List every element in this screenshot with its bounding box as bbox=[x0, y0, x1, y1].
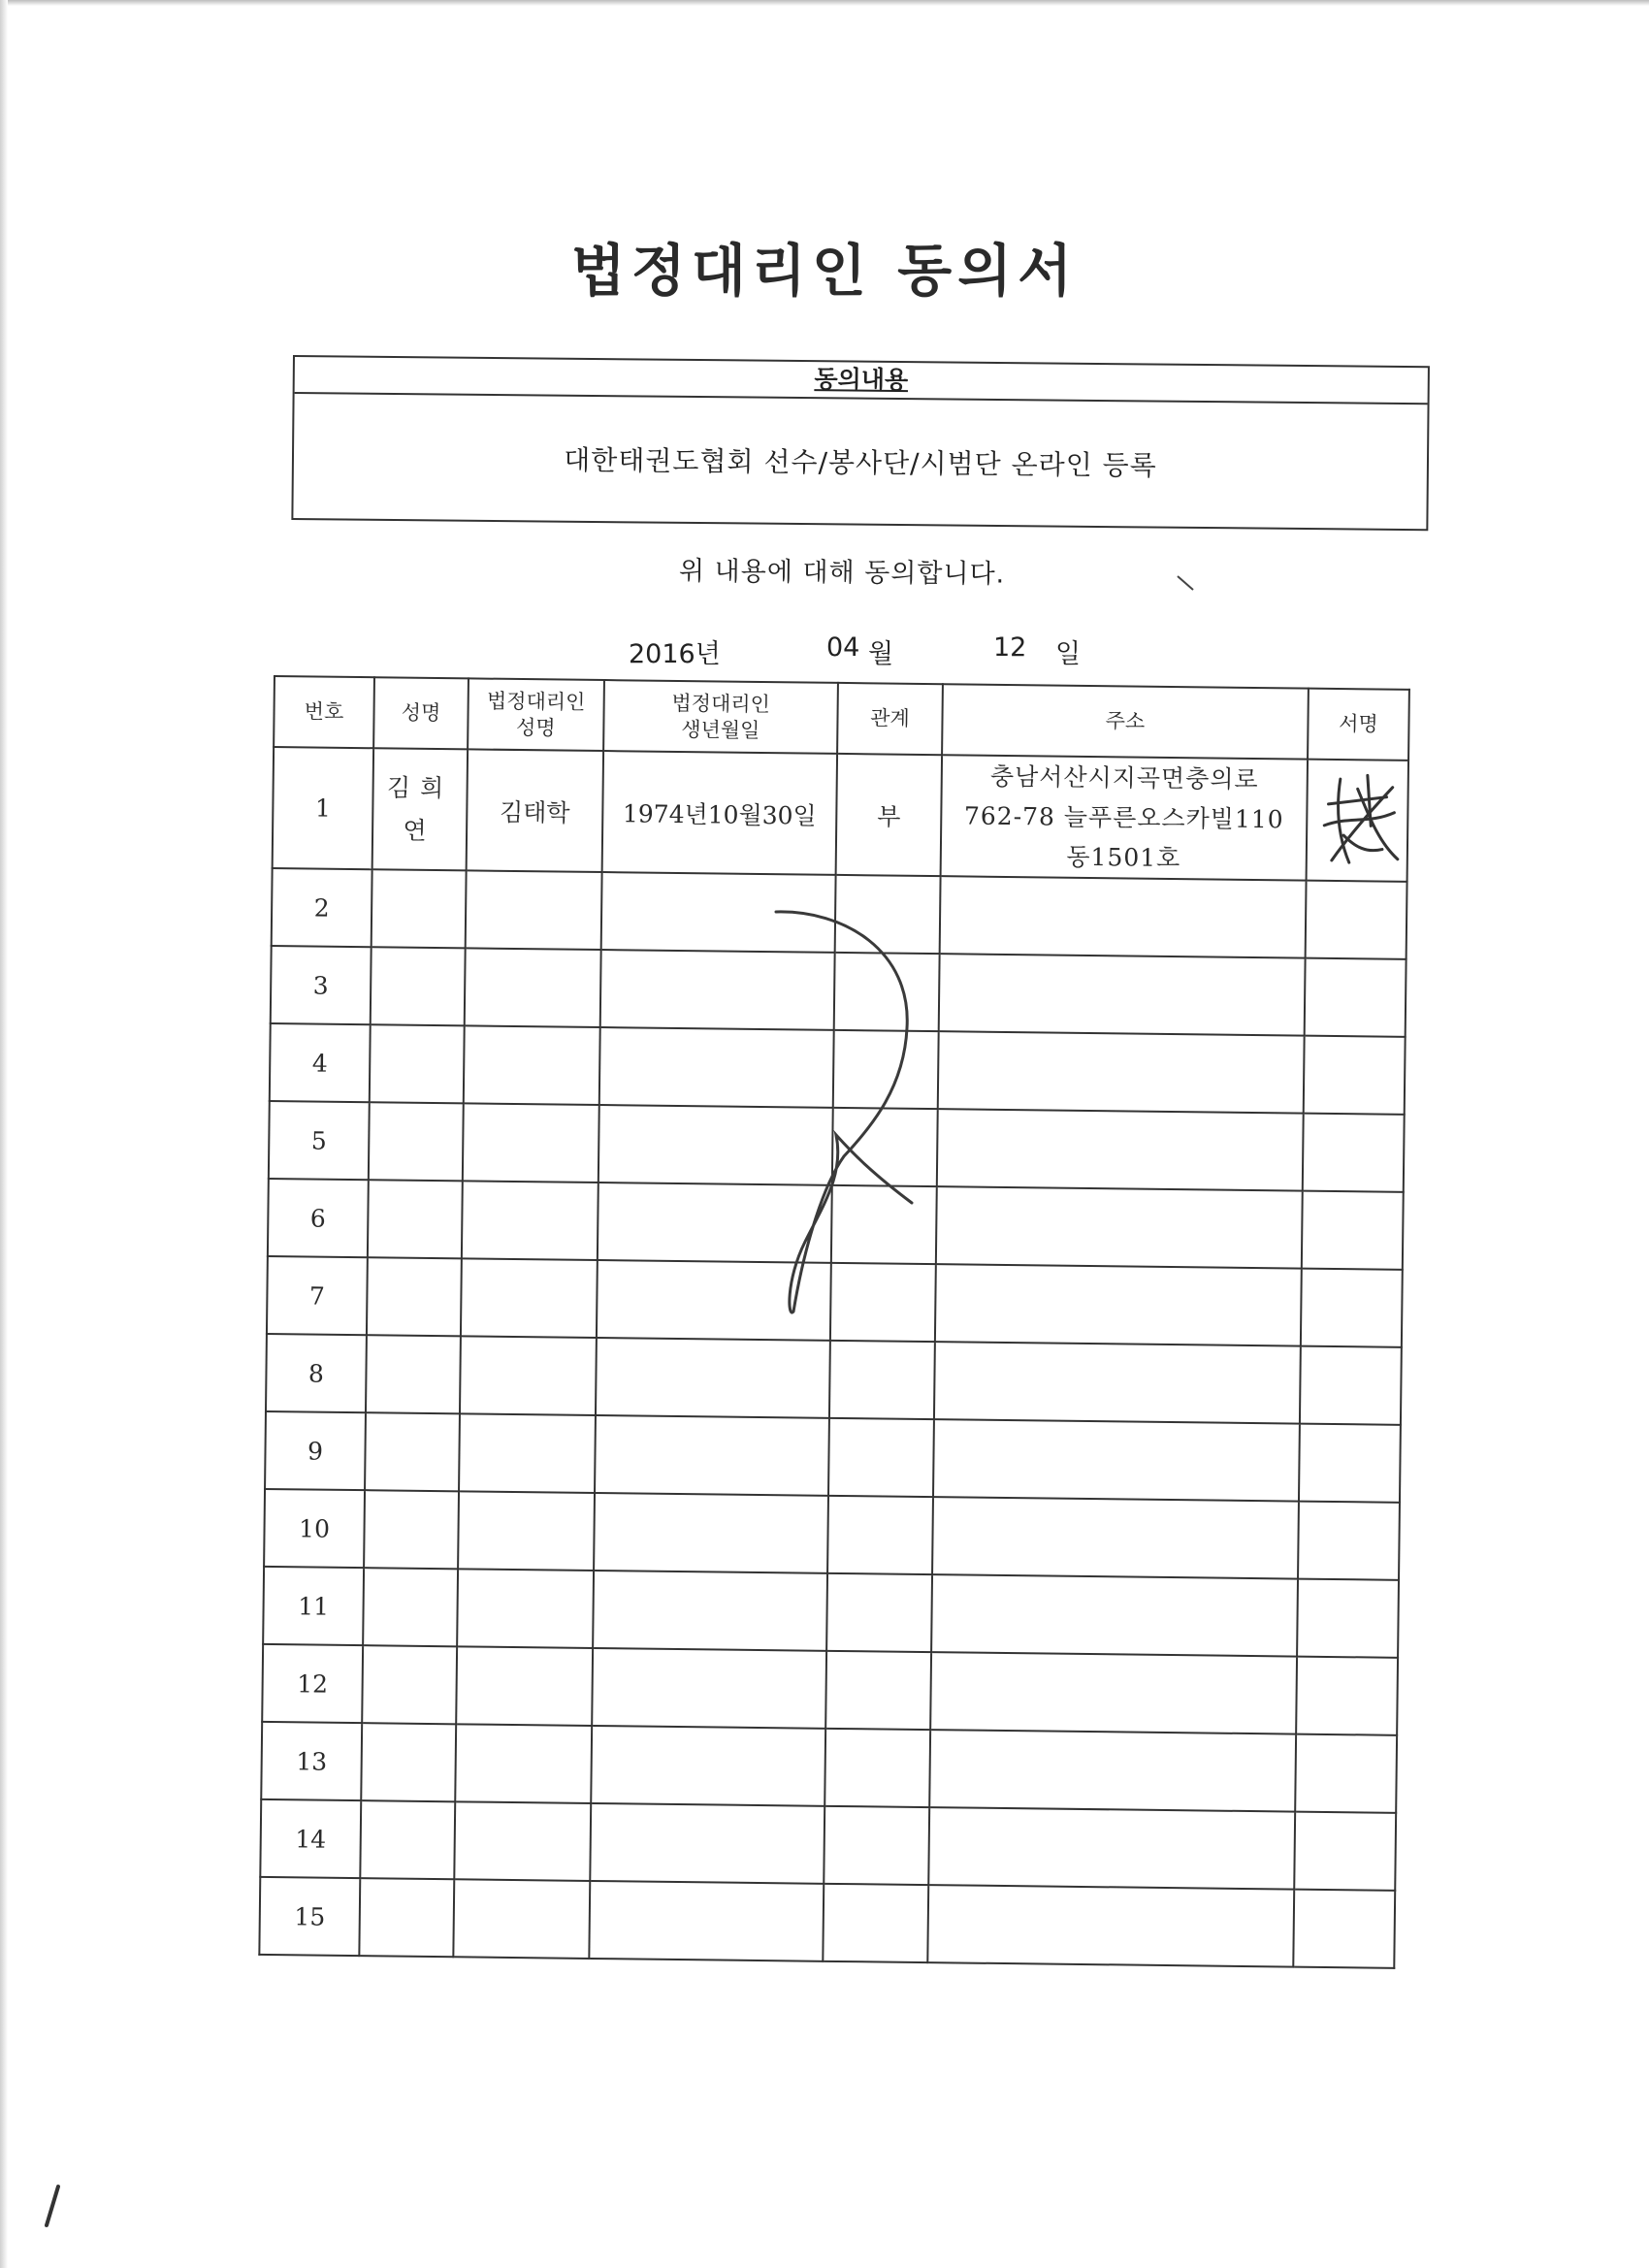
consent-header-label: 동의내용 bbox=[814, 365, 909, 395]
guardian-name-cell bbox=[458, 1491, 595, 1571]
handwritten-signature bbox=[1310, 766, 1405, 874]
guardian-name-cell bbox=[459, 1413, 596, 1493]
address-cell bbox=[941, 755, 1308, 880]
guardian-name-cell bbox=[464, 1025, 600, 1105]
address-cell bbox=[936, 1186, 1303, 1268]
table-row bbox=[273, 747, 1408, 882]
student-name-cell bbox=[360, 1800, 455, 1879]
row-number: 7 bbox=[267, 1256, 368, 1335]
relation-cell bbox=[824, 1729, 930, 1807]
table-row bbox=[266, 1334, 1402, 1425]
relation-cell bbox=[824, 1806, 929, 1885]
student-name-cell bbox=[366, 1335, 461, 1413]
header-name: 성명 bbox=[373, 677, 469, 749]
signature-cell bbox=[1297, 1579, 1399, 1658]
date-month-unit: 월 bbox=[868, 639, 894, 669]
header-number: 번호 bbox=[274, 676, 374, 748]
date-day-unit: 일 bbox=[1055, 639, 1082, 669]
student-name-cell bbox=[371, 947, 466, 1025]
signature-cell bbox=[1305, 958, 1406, 1037]
guardian-dob-cell bbox=[595, 1415, 829, 1496]
row-number: 8 bbox=[266, 1334, 367, 1412]
guardian-name-cell bbox=[463, 1103, 599, 1183]
student-name-cell bbox=[361, 1723, 456, 1801]
row-number: 9 bbox=[265, 1411, 366, 1490]
signature-cell bbox=[1299, 1424, 1401, 1503]
guardian-name-cell bbox=[454, 1801, 591, 1881]
header-guardian-dob bbox=[603, 680, 838, 754]
relation-cell bbox=[829, 1341, 935, 1419]
signature-cell bbox=[1302, 1191, 1404, 1270]
header-address: 주소 bbox=[942, 684, 1309, 759]
table-row bbox=[261, 1722, 1397, 1813]
signature-cell bbox=[1306, 881, 1407, 959]
guardian-dob-cell bbox=[592, 1648, 826, 1729]
student-name-line1: 김희 bbox=[386, 772, 454, 802]
guardian-name-cell bbox=[466, 870, 602, 950]
date-day-value: 12 bbox=[993, 632, 1027, 663]
relation-cell bbox=[823, 1884, 928, 1962]
row-number: 2 bbox=[272, 868, 372, 947]
address-cell bbox=[930, 1652, 1297, 1733]
pen-stroke-mark bbox=[766, 892, 941, 1329]
relation-cell bbox=[826, 1573, 932, 1652]
row-number: 4 bbox=[270, 1023, 371, 1102]
signature-cell bbox=[1300, 1346, 1402, 1425]
address-line1: 충남서산시지곡면충의로 bbox=[989, 761, 1259, 794]
relation-cell: 부 bbox=[836, 754, 942, 876]
address-cell bbox=[929, 1730, 1296, 1811]
guardian-dob-cell bbox=[596, 1338, 830, 1418]
address-cell bbox=[939, 954, 1306, 1035]
relation-cell bbox=[825, 1651, 931, 1730]
guardian-name-cell bbox=[456, 1646, 593, 1726]
signature-cell bbox=[1304, 1036, 1406, 1115]
header-guardian-name-line1: 법정대리인 bbox=[486, 689, 586, 714]
guardian-dob-cell bbox=[591, 1726, 825, 1806]
header-guardian-dob-line2: 생년월일 bbox=[681, 717, 760, 742]
guardian-dob-cell bbox=[589, 1881, 824, 1961]
guardian-name-cell: 김태학 bbox=[467, 749, 603, 872]
signature-cell bbox=[1295, 1734, 1397, 1813]
row-number: 3 bbox=[271, 946, 372, 1024]
guardian-dob-cell bbox=[593, 1571, 827, 1651]
student-name-cell bbox=[372, 869, 467, 948]
guardian-name-cell bbox=[461, 1258, 598, 1338]
signature-cell bbox=[1296, 1657, 1398, 1735]
row-number: 13 bbox=[261, 1722, 362, 1800]
agreement-statement: 위 내용에 대해 동의합니다. bbox=[678, 556, 1006, 590]
signature-cell bbox=[1298, 1502, 1400, 1580]
guardian-name-cell bbox=[455, 1724, 592, 1803]
scan-left-edge bbox=[0, 0, 8, 2268]
student-name-cell bbox=[368, 1180, 463, 1258]
corner-pen-mark bbox=[39, 2183, 68, 2231]
address-cell bbox=[927, 1885, 1294, 1966]
student-name-line2: 연 bbox=[403, 816, 436, 845]
student-name-cell bbox=[367, 1257, 462, 1336]
row-number: 12 bbox=[262, 1644, 363, 1723]
row-number: 1 bbox=[273, 747, 373, 869]
address-cell bbox=[937, 1109, 1304, 1190]
address-cell bbox=[931, 1574, 1298, 1656]
address-cell bbox=[928, 1807, 1295, 1889]
guardian-dob-cell: 1974년10월30일 bbox=[602, 751, 837, 875]
table-row bbox=[265, 1411, 1401, 1503]
student-name-cell bbox=[364, 1490, 459, 1569]
row-number: 14 bbox=[260, 1799, 361, 1878]
guardian-name-cell bbox=[460, 1336, 597, 1415]
guardian-dob-cell bbox=[590, 1803, 824, 1884]
row-number: 15 bbox=[259, 1877, 360, 1956]
relation-cell bbox=[828, 1418, 934, 1497]
table-row bbox=[259, 1877, 1395, 1968]
address-line3: 동1501호 bbox=[1066, 842, 1181, 873]
address-line2: 762-78 늘푸른오스카빌110 bbox=[963, 801, 1284, 834]
student-name-cell bbox=[362, 1645, 457, 1724]
student-name-cell bbox=[359, 1878, 454, 1957]
header-guardian-dob-line1: 법정대리인 bbox=[671, 691, 771, 716]
address-cell bbox=[933, 1419, 1300, 1501]
row-number: 11 bbox=[263, 1567, 364, 1645]
document-title: 법정대리인 동의서 bbox=[570, 238, 1079, 304]
guardian-name-cell bbox=[465, 948, 601, 1027]
header-guardian-name bbox=[468, 678, 604, 751]
consent-content-box bbox=[291, 355, 1430, 531]
date-year: 2016년 bbox=[629, 639, 721, 669]
address-cell bbox=[932, 1497, 1299, 1578]
row-number: 5 bbox=[269, 1101, 370, 1180]
table-row bbox=[263, 1567, 1399, 1658]
guardian-name-cell bbox=[462, 1181, 598, 1260]
signature-cell bbox=[1294, 1812, 1396, 1891]
guardian-name-cell bbox=[453, 1879, 590, 1959]
row-number: 10 bbox=[264, 1489, 365, 1568]
student-name-cell bbox=[365, 1412, 460, 1491]
table-row bbox=[262, 1644, 1398, 1735]
address-cell bbox=[940, 876, 1307, 957]
address-cell bbox=[934, 1342, 1301, 1423]
table-row bbox=[260, 1799, 1396, 1891]
guardian-name-cell bbox=[457, 1569, 594, 1648]
signature-cell bbox=[1303, 1114, 1405, 1192]
address-cell bbox=[935, 1264, 1302, 1345]
date-month-value: 04 bbox=[826, 632, 860, 663]
stray-pen-mark bbox=[1174, 572, 1203, 594]
signature-cell bbox=[1307, 760, 1408, 882]
row-number: 6 bbox=[268, 1179, 369, 1257]
consent-content-body: 대한태권도협회 선수/봉사단/시범단 온라인 등록 bbox=[564, 443, 1157, 482]
header-signature: 서명 bbox=[1308, 689, 1409, 761]
student-name-cell bbox=[370, 1024, 465, 1103]
header-guardian-name-line2: 성명 bbox=[515, 715, 556, 739]
header-relation: 관계 bbox=[837, 683, 943, 755]
relation-cell bbox=[827, 1496, 933, 1574]
scan-top-edge bbox=[0, 0, 1649, 6]
table-header-row bbox=[274, 676, 1409, 761]
student-name-cell bbox=[369, 1102, 464, 1181]
guardian-dob-cell bbox=[594, 1493, 828, 1573]
signature-cell bbox=[1293, 1890, 1395, 1968]
table-row bbox=[264, 1489, 1400, 1580]
signature-cell bbox=[1301, 1269, 1403, 1347]
address-cell bbox=[938, 1031, 1305, 1113]
student-name-cell bbox=[363, 1568, 458, 1646]
student-name-cell bbox=[372, 748, 468, 870]
